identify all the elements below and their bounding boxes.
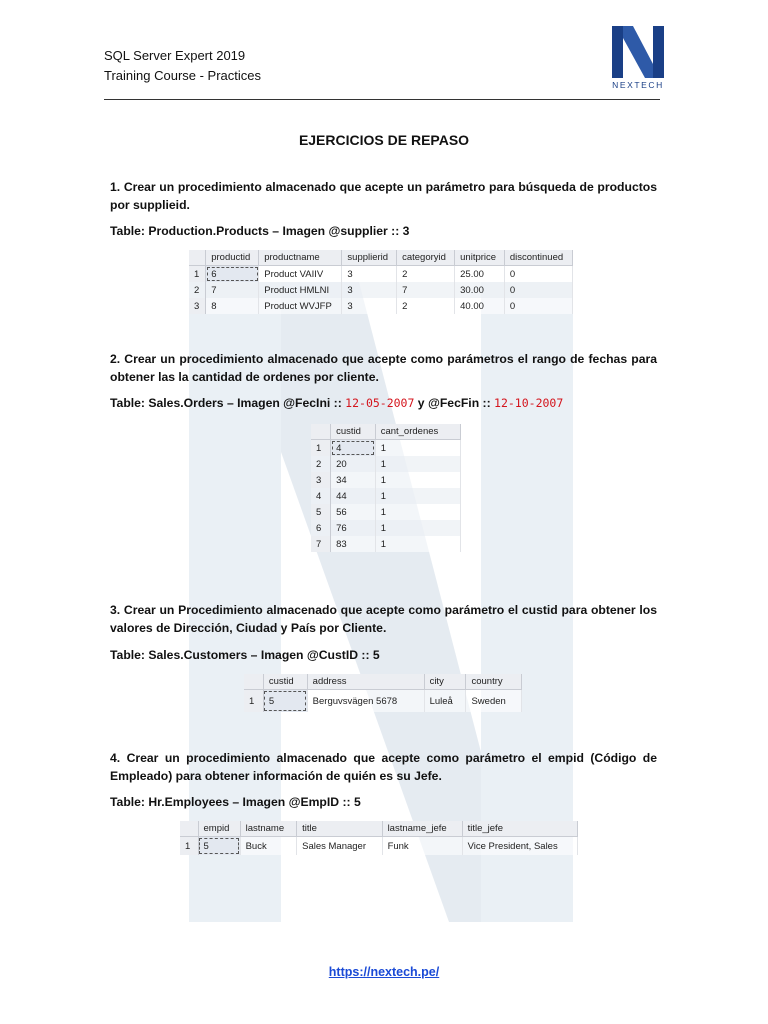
column-header: categoryid [397, 250, 455, 266]
table-cell: Sales Manager [297, 837, 382, 856]
employees-result-grid [180, 821, 578, 855]
column-header: unitprice [455, 250, 505, 266]
exercise-3-text: 3. Crear un Procedimiento almacenado que acepte como parámetro el custid para obtener los valores de Dirección, Ciudad y País por Cliente. [110, 603, 657, 635]
table-cell: 5 [198, 837, 240, 856]
table-cell: 30.00 [455, 282, 505, 298]
table-cell: 4 [331, 440, 376, 457]
row-number: 1 [180, 837, 198, 856]
table-cell: 1 [375, 520, 460, 536]
column-header: custid [263, 674, 307, 690]
column-header: cant_ordenes [375, 424, 460, 440]
table-row [189, 298, 573, 314]
row-number-header [189, 250, 206, 266]
row-number: 5 [311, 504, 331, 520]
page-title: EJERCICIOS DE REPASO [298, 132, 470, 148]
header-divider [104, 99, 660, 100]
column-header: city [424, 674, 466, 690]
exercise-1-table-label: Table: Production.Products – Imagen @supplier :: 3 [110, 224, 410, 238]
table-cell: 1 [375, 504, 460, 520]
table-cell: 1 [375, 536, 460, 552]
row-number: 4 [311, 488, 331, 504]
table-cell: 0 [504, 266, 572, 283]
table-cell: Product WVJFP [259, 298, 342, 314]
table-cell: 7 [206, 282, 259, 298]
table-cell: 0 [504, 282, 572, 298]
table-cell: 1 [375, 440, 460, 457]
table-row [311, 536, 461, 552]
column-header: discontinued [504, 250, 572, 266]
column-header: supplierid [342, 250, 397, 266]
row-number: 2 [311, 456, 331, 472]
column-header: country [466, 674, 522, 690]
column-header: address [307, 674, 424, 690]
table-row [244, 690, 522, 713]
exercise-1-text: 1. Crear un procedimiento almacenado que acepte un parámetro para búsqueda de productos por supplieid. [110, 180, 657, 212]
grid-header-row [180, 821, 578, 837]
table-cell: 20 [331, 456, 376, 472]
table-cell: 1 [375, 472, 460, 488]
date-to-value: 12-10-2007 [494, 396, 564, 410]
table-cell: Vice President, Sales [462, 837, 577, 856]
column-header: productid [206, 250, 259, 266]
nextech-website-link[interactable]: https://nextech.pe/ [328, 965, 440, 979]
table-cell: 34 [331, 472, 376, 488]
table-cell: Product VAIIV [259, 266, 342, 283]
table-cell: Sweden [466, 690, 522, 713]
course-title: SQL Server Expert 2019 [104, 48, 246, 63]
logo-wordmark: NEXTECH [612, 80, 664, 90]
table-cell: 25.00 [455, 266, 505, 283]
table-cell: 1 [375, 456, 460, 472]
exercise-2-table-label [110, 396, 563, 410]
exercise-4-table-label: Table: Hr.Employees – Imagen @EmpID :: 5 [110, 795, 361, 809]
row-number: 2 [189, 282, 206, 298]
row-number: 1 [311, 440, 331, 457]
row-number: 3 [311, 472, 331, 488]
table-cell: Berguvsvägen 5678 [307, 690, 424, 713]
table-cell: Luleå [424, 690, 466, 713]
table-cell: 7 [397, 282, 455, 298]
row-number-header [180, 821, 198, 837]
table-cell: 44 [331, 488, 376, 504]
table-row [311, 440, 461, 457]
products-result-grid [189, 250, 573, 314]
table-row [189, 266, 573, 283]
exercise-2-text: 2. Crear un procedimiento almacenado que acepte como parámetros el rango de fechas para obtener las la cantidad de ordenes por cliente. [110, 352, 657, 384]
table-cell: 0 [504, 298, 572, 314]
table-cell: 8 [206, 298, 259, 314]
customers-result-grid [244, 674, 522, 712]
orders-result-grid [311, 424, 461, 552]
table-cell: 40.00 [455, 298, 505, 314]
column-header: lastname_jefe [382, 821, 462, 837]
grid-header-row [189, 250, 573, 266]
column-header: title [297, 821, 382, 837]
table-cell: 2 [397, 298, 455, 314]
row-number: 1 [244, 690, 263, 713]
table-cell: 3 [342, 298, 397, 314]
table-row [311, 488, 461, 504]
table-row [311, 520, 461, 536]
grid-header-row [311, 424, 461, 440]
table-cell: 6 [206, 266, 259, 283]
table-cell: 3 [342, 266, 397, 283]
row-number: 1 [189, 266, 206, 283]
table-label-prefix: Table: Sales.Orders – Imagen @FecIni :: [110, 396, 346, 410]
column-header: empid [198, 821, 240, 837]
exercise-3-table-label: Table: Sales.Customers – Imagen @CustID :: 5 [110, 648, 380, 662]
table-cell: Product HMLNI [259, 282, 342, 298]
grid-header-row [244, 674, 522, 690]
course-subtitle: Training Course - Practices [104, 68, 262, 83]
row-number-header [311, 424, 331, 440]
row-number: 6 [311, 520, 331, 536]
column-header: title_jefe [462, 821, 577, 837]
table-cell: Buck [240, 837, 297, 856]
table-cell: 2 [397, 266, 455, 283]
table-cell: 56 [331, 504, 376, 520]
table-row [311, 472, 461, 488]
column-header: custid [331, 424, 376, 440]
table-cell: 5 [263, 690, 307, 713]
date-from-value: 12-05-2007 [345, 396, 415, 410]
table-cell: Funk [382, 837, 462, 856]
table-cell: 3 [342, 282, 397, 298]
table-cell: 1 [375, 488, 460, 504]
column-header: lastname [240, 821, 297, 837]
row-number-header [244, 674, 263, 690]
table-row [189, 282, 573, 298]
table-row [180, 837, 578, 856]
row-number: 7 [311, 536, 331, 552]
table-row [311, 504, 461, 520]
table-row [311, 456, 461, 472]
row-number: 3 [189, 298, 206, 314]
column-header: productname [259, 250, 342, 266]
exercise-4-text: 4. Crear un procedimiento almacenado que acepte como parámetro el empid (Código de Empleado) para obtener información de quién es su Jefe. [110, 751, 657, 783]
table-label-mid: y @FecFin :: [414, 396, 495, 410]
table-cell: 83 [331, 536, 376, 552]
table-cell: 76 [331, 520, 376, 536]
